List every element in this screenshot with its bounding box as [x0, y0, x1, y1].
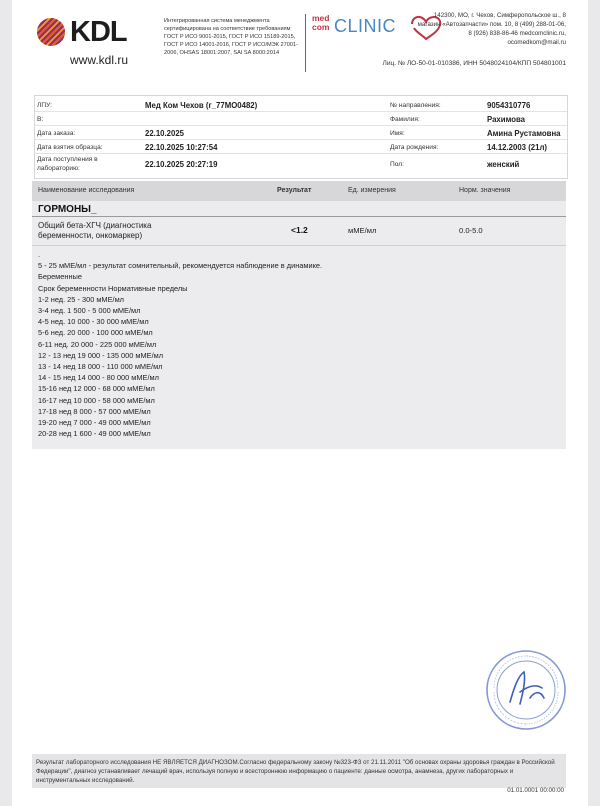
- kdl-striped-ball-icon: [36, 17, 66, 47]
- medcom-clinic-word: CLINIC: [334, 16, 397, 36]
- order-date-value: 22.10.2025: [145, 129, 185, 138]
- col-header-norm: Норм. значения: [459, 187, 511, 194]
- comment-line: 16-17 нед 10 000 - 58 000 мМЕ/мл: [38, 395, 155, 405]
- comment-line: 19-20 нед 7 000 - 49 000 мМЕ/мл: [38, 418, 151, 428]
- lab-date-label-2: лабораторию:: [37, 165, 80, 172]
- lab-date-value: 22.10.2025 20:27:19: [145, 160, 218, 169]
- comment-line: 15-16 нед 12 000 - 68 000 мМЕ/мл: [38, 384, 155, 394]
- sample-date-label: Дата взятия образца:: [37, 144, 103, 151]
- sample-date-value: 22.10.2025 10:27:54: [145, 143, 218, 152]
- patient-info-block: [34, 95, 568, 179]
- info-divider: [35, 153, 567, 154]
- comment-line: 20-28 нед 1 600 - 49 000 мМЕ/мл: [38, 429, 151, 439]
- comment-line: Беременные: [38, 272, 82, 282]
- comment-line: 1-2 нед. 25 - 300 мМЕ/мл: [38, 294, 124, 304]
- comment-line: 13 - 14 нед 18 000 - 110 000 мМЕ/мл: [38, 362, 163, 372]
- clinic-license: Лиц. № ЛО-50-01-010386, ИНН 5048024104/КПП 504801001: [382, 60, 566, 67]
- disclaimer-footer: [32, 754, 566, 788]
- col-header-result: Результат: [277, 187, 312, 194]
- birth-value: 14.12.2003 (21л): [487, 143, 548, 152]
- section-title: ГОРМОНЫ_: [38, 204, 97, 215]
- comment-line: 6-11 нед. 20 000 - 225 000 мМЕ/мл: [38, 339, 157, 349]
- comment-line: 4-5 нед. 10 000 - 30 000 мМЕ/мл: [38, 317, 149, 327]
- section-divider: [32, 216, 566, 217]
- footer-date: 01.01.0001 00:00:00: [507, 787, 564, 794]
- surname-value: Рахимова: [487, 115, 526, 124]
- referral-label: № направления:: [390, 102, 441, 109]
- header-divider: [305, 14, 306, 72]
- test-unit: мМЕ/мл: [348, 226, 377, 235]
- name-value: Амина Рустамовна: [487, 129, 561, 138]
- certification-text: Интегрированная система менеджмента сертифицирована на соответствие требованиям ГОСТ Р ИСО 9001-2015, ГОСТ Р ИСО 15189-2015, ГОСТ Р ИСО 14001-2016, ГОСТ Р ИСО/МЭК 27001-2006, OHSAS 18001:2007, SAI SA 8000:2014: [164, 18, 298, 57]
- kdl-wordmark: KDL: [70, 15, 127, 48]
- birth-label: Дата рождения:: [390, 144, 439, 151]
- clinic-address: 142300, МО, г. Чехов, Симферопольское ш., 8 магазин «Автозапчасти» пом. 10, 8 (499) 288-01-06, 8 (926) 838-86-46 medcomclinic.ru, ocomedkom@mail.ru: [417, 12, 566, 46]
- results-header-row: [32, 181, 566, 201]
- info-divider: [35, 125, 567, 126]
- lpu-label: ЛПУ:: [37, 102, 52, 109]
- sex-label: Пол:: [390, 161, 404, 168]
- round-seal-stamp: [484, 648, 568, 732]
- comment-line: .: [38, 250, 41, 259]
- medcom-small-text: med com: [312, 13, 330, 32]
- referral-value: 9054310776: [487, 101, 531, 110]
- comment-line: 14 - 15 нед 14 000 - 80 000 мМЕ/мл: [38, 373, 159, 383]
- info-divider: [35, 111, 567, 112]
- comment-line: 5 - 25 мМЕ/мл - результат сомнительный, рекомендуется наблюдение в динамике.: [38, 261, 323, 271]
- test-result: <1.2: [291, 225, 308, 235]
- row-divider: [32, 245, 566, 246]
- name-label: Имя:: [390, 130, 405, 137]
- lpu-value: Мед Ком Чехов (г_77МО0482): [145, 101, 258, 110]
- lab-date-label-1: Дата поступления в: [37, 156, 98, 163]
- v-label: В:: [37, 116, 44, 123]
- results-table: [32, 181, 566, 449]
- lab-report-page: [12, 0, 588, 806]
- col-header-unit: Ед. измерения: [348, 187, 396, 194]
- test-name: Общий бета-ХГЧ (диагностика беременности, онкомаркер): [38, 221, 152, 240]
- col-header-name: Наименование исследования: [38, 187, 135, 194]
- kdl-url: www.kdl.ru: [70, 53, 129, 67]
- comment-line: 3-4 нед. 1 500 - 5 000 мМЕ/мл: [38, 306, 141, 316]
- comment-line: 17-18 нед 8 000 - 57 000 мМЕ/мл: [38, 406, 151, 416]
- surname-label: Фамилия:: [390, 116, 420, 123]
- comment-line: 5-6 нед. 20 000 - 100 000 мМЕ/мл: [38, 328, 153, 338]
- disclaimer-text: Результат лабораторного исследования НЕ ЯВЛЯЕТСЯ ДИАГНОЗОМ.Согласно федеральному закону №323-ФЗ от 21.11.2011 "Об основах охраны здоровья граждан в Российской Федерации", диагноз устанавливает лечащий врач, используя полную и всестороннюю информацию о пациенте: данные осмотра, анамнеза, других лабораторных и инструментальных исследований.: [36, 759, 555, 784]
- sex-value: женский: [487, 160, 520, 169]
- test-norm: 0.0-5.0: [459, 226, 483, 235]
- info-divider: [35, 139, 567, 140]
- order-date-label: Дата заказа:: [37, 130, 76, 137]
- kdl-logo: [36, 14, 156, 50]
- comment-line: 12 - 13 нед 19 000 - 135 000 мМЕ/мл: [38, 350, 164, 360]
- comment-line: Срок беременности Нормативные пределы: [38, 283, 188, 293]
- test-comment: [38, 249, 558, 439]
